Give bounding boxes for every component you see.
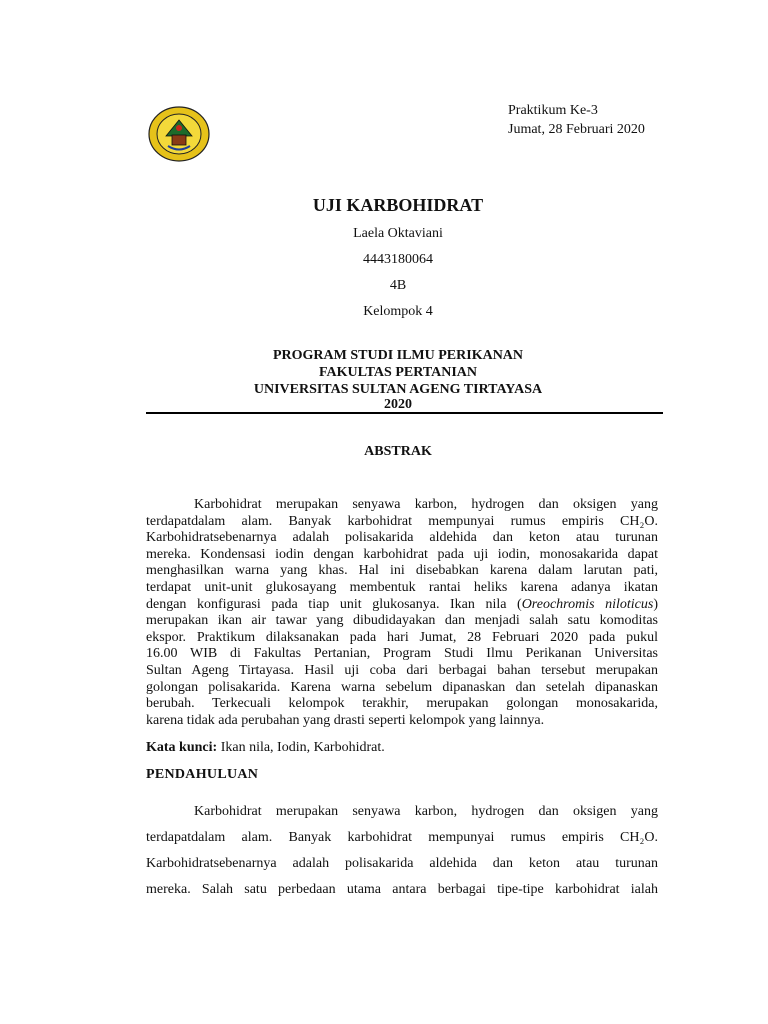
abstract-line: ekspor. Praktikum dilaksanakan pada hari Jumat, 28 Februari 2020 pada pukul — [146, 629, 658, 645]
abstract-line: merupakan ikan air tawar yang dibudidayakan dan menjadi salah satu komoditas — [146, 613, 658, 629]
abstract-line: karena tidak ada perubahan yang drasti seperti kelompok yang lainnya. — [146, 712, 545, 728]
group-label: Kelompok 4 — [363, 304, 433, 319]
intro-line: Karbohidrat merupakan senyawa karbon, hydrogen dan oksigen yang — [194, 804, 658, 819]
keywords-value: Ikan nila, Iodin, Karbohidrat. — [217, 740, 385, 755]
university-name: UNIVERSITAS SULTAN AGENG TIRTAYASA — [253, 382, 543, 397]
year-label: 2020 — [384, 397, 412, 412]
abstract-line: Sultan Ageng Tirtayasa. Hasil uji coba dari berbagai bahan tersebut merupakan — [146, 662, 658, 678]
keywords — [146, 740, 385, 756]
keywords-label: Kata kunci: — [146, 740, 218, 755]
abstract-text: ) — [653, 596, 658, 612]
abstract-heading: ABSTRAK — [364, 444, 432, 459]
abstract-line: 16.00 WIB di Fakultas Pertanian, Program Studi Ilmu Perikanan Universitas — [146, 646, 658, 662]
study-program: PROGRAM STUDI ILMU PERIKANAN — [272, 348, 524, 363]
faculty-name: FAKULTAS PERTANIAN — [318, 365, 478, 380]
abstract-line: terdapatdalam alam. Banyak karbohidrat mempunyai rumus empiris CH₂O. — [146, 513, 658, 529]
abstract-line-with-species — [146, 597, 658, 614]
practicum-date: Jumat, 28 Februari 2020 — [508, 122, 645, 137]
abstract-line: mereka. Kondensasi iodin dengan karbohidrat pada uji iodin, monosakarida dapat — [146, 546, 658, 562]
abstract-line: Karbohidrat merupakan senyawa karbon, hydrogen dan oksigen yang — [194, 497, 658, 512]
abstract-line: menghasilkan warna yang khas. Hal ini disebabkan karena dalam larutan pati, — [146, 563, 658, 579]
intro-line: terdapatdalam alam. Banyak karbohidrat mempunyai rumus empiris CH₂O. — [146, 830, 658, 845]
species-name: Oreochromis niloticus — [521, 596, 654, 612]
student-id: 4443180064 — [363, 252, 433, 267]
intro-line: mereka. Salah satu perbedaan utama antara berbagai tipe-tipe karbohidrat ialah — [146, 882, 658, 897]
document-title: UJI KARBOHIDRAT — [312, 195, 484, 215]
abstract-line: terdapat unit-unit glukosayang membentuk rantai heliks karena adanya ikatan — [146, 579, 658, 595]
author-name: Laela Oktaviani — [353, 226, 443, 241]
practicum-number: Praktikum Ke-3 — [508, 103, 598, 118]
introduction-heading: PENDAHULUAN — [146, 767, 259, 782]
abstract-paragraph — [146, 497, 658, 729]
university-seal-logo — [148, 106, 210, 162]
abstract-text: dengan konfigurasi pada tiap unit glukosanya. Ikan nila ( — [146, 596, 522, 612]
abstract-line: golongan polisakarida. Karena warna sebelum dipanaskan dan setelah dipanaskan — [146, 679, 658, 695]
abstract-line: Karbohidratsebenarnya adalah polisakarida aldehida dan keton atau turunan — [146, 530, 658, 546]
header-divider — [146, 412, 663, 414]
intro-line: Karbohidratsebenarnya adalah polisakarida aldehida dan keton atau turunan — [146, 856, 658, 871]
class-label: 4B — [389, 278, 407, 293]
abstract-line: berubah. Terkecuali kelompok terakhir, merupakan golongan monosakarida, — [146, 696, 658, 712]
